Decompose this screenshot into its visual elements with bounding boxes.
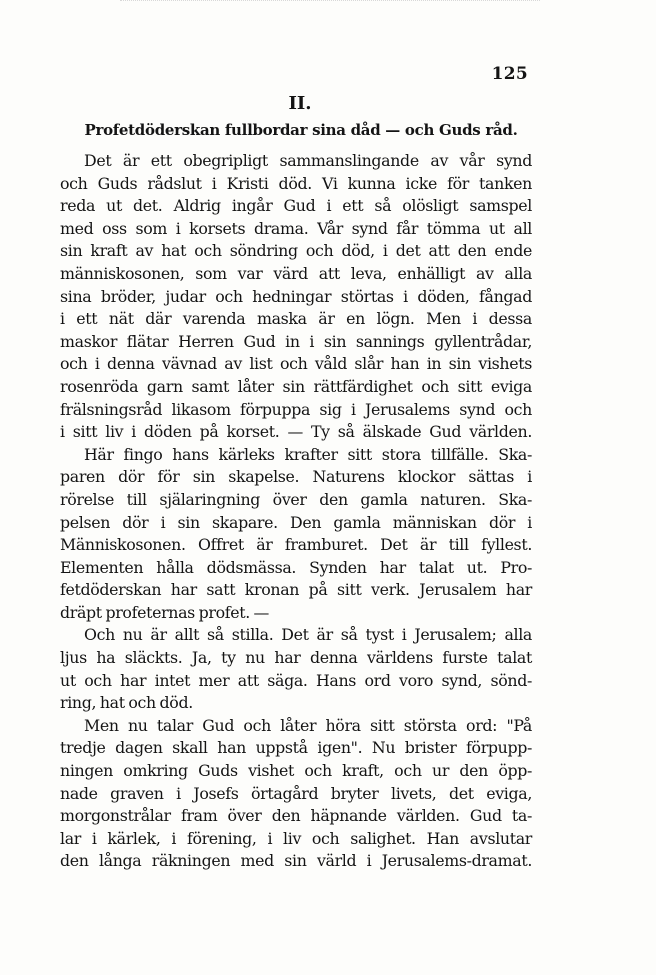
text-line: i ett nät där varenda maska är en lögn. Men i dessa <box>60 309 532 329</box>
text-line: dräpt profeternas profet. — <box>60 602 270 622</box>
text-line: sina bröder, judar och hedningar störtas i döden, fångad <box>60 286 532 306</box>
text-line: maskor flätar Herren Gud in i sin sannings gyllentrådar, <box>60 331 532 351</box>
text-line: tredje dagen skall han uppstå igen". Nu brister förpupp- <box>60 738 532 758</box>
text-line: den långa räkningen med sin värld i Jerusalems-dramat. <box>60 851 532 871</box>
text-line: och i denna vävnad av list och våld slår han in sin vishets <box>60 354 532 374</box>
text-line: ljus ha släckts. Ja, ty nu har denna världens furste talat <box>60 648 532 668</box>
text-line: Det är ett obegripligt sammanslingande av vår synd <box>84 151 532 170</box>
text-line: med oss som i korsets drama. Vår synd får tömma ut all <box>60 218 532 238</box>
text-line: morgonstrålar fram över den häpnande världen. Gud ta- <box>60 806 532 826</box>
text-line: Men nu talar Gud och låter höra sitt största ord: "På <box>84 715 532 735</box>
text-line: pelsen dör i sin skapare. Den gamla människan dör i <box>60 512 532 532</box>
page-number: 125 <box>491 64 528 84</box>
text-line: i sitt liv i döden på korset. — Ty så älskade Gud världen. <box>60 422 532 442</box>
text-line: ut och har intet mer att säga. Hans ord voro synd, sönd- <box>60 670 532 690</box>
text-line: och Guds rådslut i Kristi död. Vi kunna icke för tanken <box>60 173 532 193</box>
chapter-title: Profetdöderskan fullbordar sina dåd — och Guds råd. <box>84 121 518 139</box>
text-line: Människosonen. Offret är framburet. Det är till fyllest. <box>60 535 532 555</box>
text-line: reda ut det. Aldrig ingår Gud i ett så olösligt samspel <box>60 196 532 216</box>
text-line: människosonen, som var värd att leva, enhälligt av alla <box>60 263 532 283</box>
text-line: Här fingo hans kärleks krafter sitt stora tillfälle. Ska- <box>84 444 532 464</box>
text-line: ring, hat och död. <box>60 693 193 713</box>
chapter-number: II. <box>288 93 312 114</box>
text-line: ningen omkring Guds vishet och kraft, och ur den öpp- <box>60 761 532 781</box>
text-line: fetdöderskan har satt kronan på sitt verk. Jerusalem har <box>60 580 532 600</box>
text-line: nade graven i Josefs örtagård bryter livets, det eviga, <box>60 783 532 803</box>
text-line: Elementen hålla dödsmässa. Synden har talat ut. Pro- <box>60 557 532 577</box>
text-line: rörelse till själaringning över den gamla naturen. Ska- <box>60 489 532 509</box>
text-line: paren dör för sin skapelse. Naturens klockor sättas i <box>60 467 532 487</box>
text-line: frälsningsråd likasom förpuppa sig i Jerusalems synd och <box>60 399 532 419</box>
text-line: lar i kärlek, i förening, i liv och salighet. Han avslutar <box>60 828 532 848</box>
text-line: sin kraft av hat och söndring och död, i det att den ende <box>60 241 532 261</box>
text-line: Och nu är allt så stilla. Det är så tyst i Jerusalem; alla <box>84 625 532 645</box>
body-text <box>60 150 532 873</box>
scan-artifact <box>120 0 540 4</box>
text-line: rosenröda garn samt låter sin rättfärdighet och sitt eviga <box>60 376 532 396</box>
